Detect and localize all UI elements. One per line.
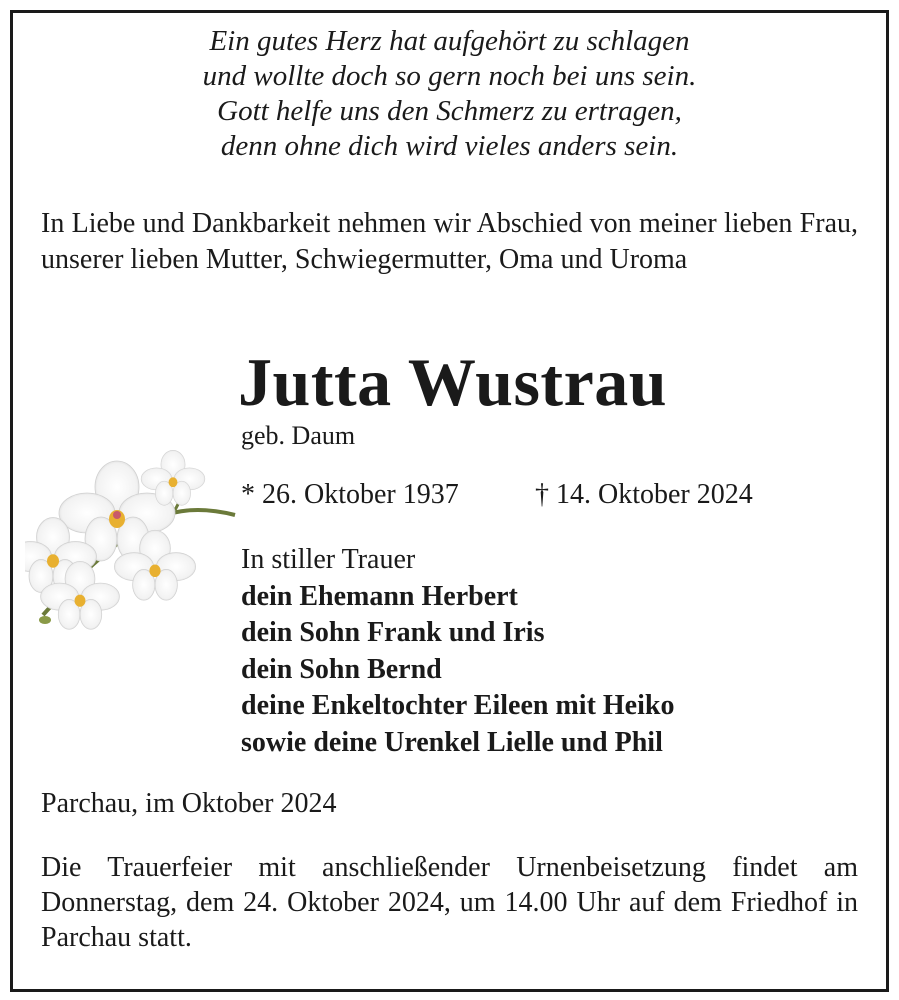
mourner-entry: dein Sohn Frank und Iris (241, 617, 545, 648)
poem (0, 24, 899, 164)
mourners-lead: In stiller Trauer (241, 544, 416, 575)
maiden-name: geb. Daum (241, 421, 356, 450)
mourner-entry: deine Enkeltochter Eileen mit Heiko (241, 690, 675, 721)
funeral-info: Die Trauerfeier mit anschließender Urnenbeisetzung findet am Donnerstag, dem 24. Oktober 2024, um 14.00 Uhr auf dem Friedhof in Parchau statt. (41, 852, 858, 953)
deceased-name: Jutta Wustrau (238, 344, 668, 420)
intro-text: In Liebe und Dankbarkeit nehmen wir Abschied von meiner lieben Frau, unserer lieben Mutter, Schwiegermutter, Oma und Uroma (41, 208, 858, 275)
mourner-entry: dein Ehemann Herbert (241, 580, 518, 612)
orchid-image (25, 450, 240, 640)
death-date: † 14. Oktober 2024 (535, 479, 753, 510)
mourners-list (241, 542, 674, 761)
poem-line: denn ohne dich wird vieles anders sein. (220, 130, 679, 162)
poem-line: und wollte doch so gern noch bei uns sein. (202, 60, 697, 92)
mourner-entry: dein Sohn Bernd (241, 653, 442, 685)
place-date: Parchau, im Oktober 2024 (41, 788, 337, 819)
poem-line: Gott helfe uns den Schmerz zu ertragen, (217, 95, 682, 127)
birth-date: * 26. Oktober 1937 (241, 479, 459, 510)
poem-line: Ein gutes Herz hat aufgehört zu schlagen (209, 25, 690, 57)
mourner-entry: sowie deine Urenkel Lielle und Phil (241, 726, 663, 758)
